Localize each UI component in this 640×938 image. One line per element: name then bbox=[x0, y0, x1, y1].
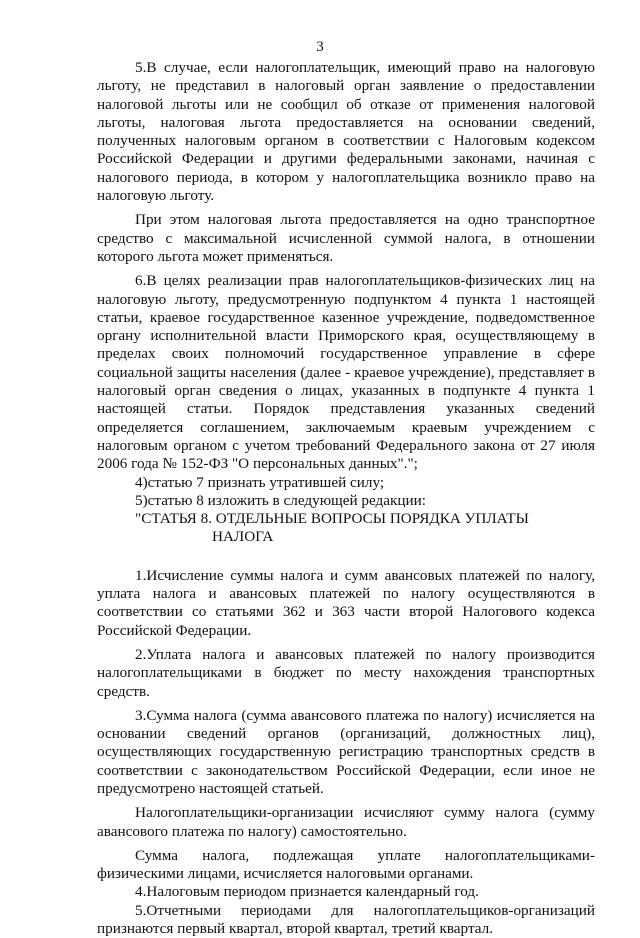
paragraph-6: 6.В целях реализации прав налогоплательщиков-физических лиц на налоговую льготу, предусмотренную подпунктом 4 пункта 1 настоящей статьи, краевое государственное казенное учреждение, подведомственное органу исполнительной власти Приморского края, осуществляющему в пределах своих полномочий государственное управление в сфере социальной защиты населения (далее - краевое учреждение), представляет в налоговый орган сведения о лицах, указанных в подпункте 4 пункта 1 настоящей статьи. Порядок представления указанных сведений определяется соглашением, заключаемым краевым учреждением с налоговым органом с учетом требований Федерального закона от 27 июля 2006 года № 152-ФЗ "О персональных данных"."; bbox=[97, 272, 595, 473]
article-8-heading bbox=[97, 510, 595, 547]
paragraph-5: 5.В случае, если налогоплательщик, имеющий право на налоговую льготу, не представил в налоговый орган заявление о предоставлении налоговой льготы или не сообщил об отказе от применения налоговой льготы, налоговая льгота предоставляется на основании сведений, полученных налоговым органом в соответствии с Налоговым кодексом Российской Федерации и другими федеральными законами, начиная с налогового периода, в котором у налогоплательщика возникло право на налоговую льготу. bbox=[97, 59, 595, 205]
article-8-heading-line-1: "СТАТЬЯ 8. ОТДЕЛЬНЫЕ ВОПРОСЫ ПОРЯДКА УПЛАТЫ bbox=[135, 510, 529, 528]
article-8-heading-line-2: НАЛОГА bbox=[212, 528, 274, 546]
article-8-clause-3-organizations: Налогоплательщики-организации исчисляют сумму налога (сумму авансового платежа по налогу) самостоятельно. bbox=[97, 804, 595, 840]
article-8-clause-5: 5.Отчетными периодами для налогоплательщиков-организаций признаются первый квартал, второй квартал, третий квартал. bbox=[97, 901, 595, 938]
page-number: 3 bbox=[316, 39, 324, 55]
item-4: 4)статью 7 признать утратившей силу; bbox=[135, 473, 385, 491]
article-8-clause-3-individuals: Сумма налога, подлежащая уплате налогоплательщиками-физическими лицами, исчисляется налоговыми органами. bbox=[97, 846, 595, 883]
article-8-clause-4: 4.Налоговым периодом признается календарный год. bbox=[135, 883, 479, 901]
article-8-clause-2: 2.Уплата налога и авансовых платежей по налогу производится налогоплательщиками в бюджет по месту нахождения транспортных средств. bbox=[97, 645, 595, 700]
document-body bbox=[97, 59, 595, 938]
article-8-clause-3: 3.Сумма налога (сумма авансового платежа по налогу) исчисляется на основании сведений органов (организаций, должностных лиц), осуществляющих государственную регистрацию транспортных средств в соответствии с законодательством Российской Федерации, если иное не предусмотрено настоящей статьей. bbox=[97, 706, 595, 797]
item-5: 5)статью 8 изложить в следующей редакции: bbox=[135, 491, 427, 509]
paragraph-5-continuation: При этом налоговая льгота предоставляется на одно транспортное средство с максимальной исчисленной суммой налога, в отношении которого льгота может применяться. bbox=[97, 211, 595, 265]
article-8-clause-1: 1.Исчисление суммы налога и сумм авансовых платежей по налогу, уплата налога и авансовых платежей по налогу осуществляются в соответствии со статьями 362 и 363 части второй Налогового кодекса Российской Федерации. bbox=[97, 566, 595, 639]
